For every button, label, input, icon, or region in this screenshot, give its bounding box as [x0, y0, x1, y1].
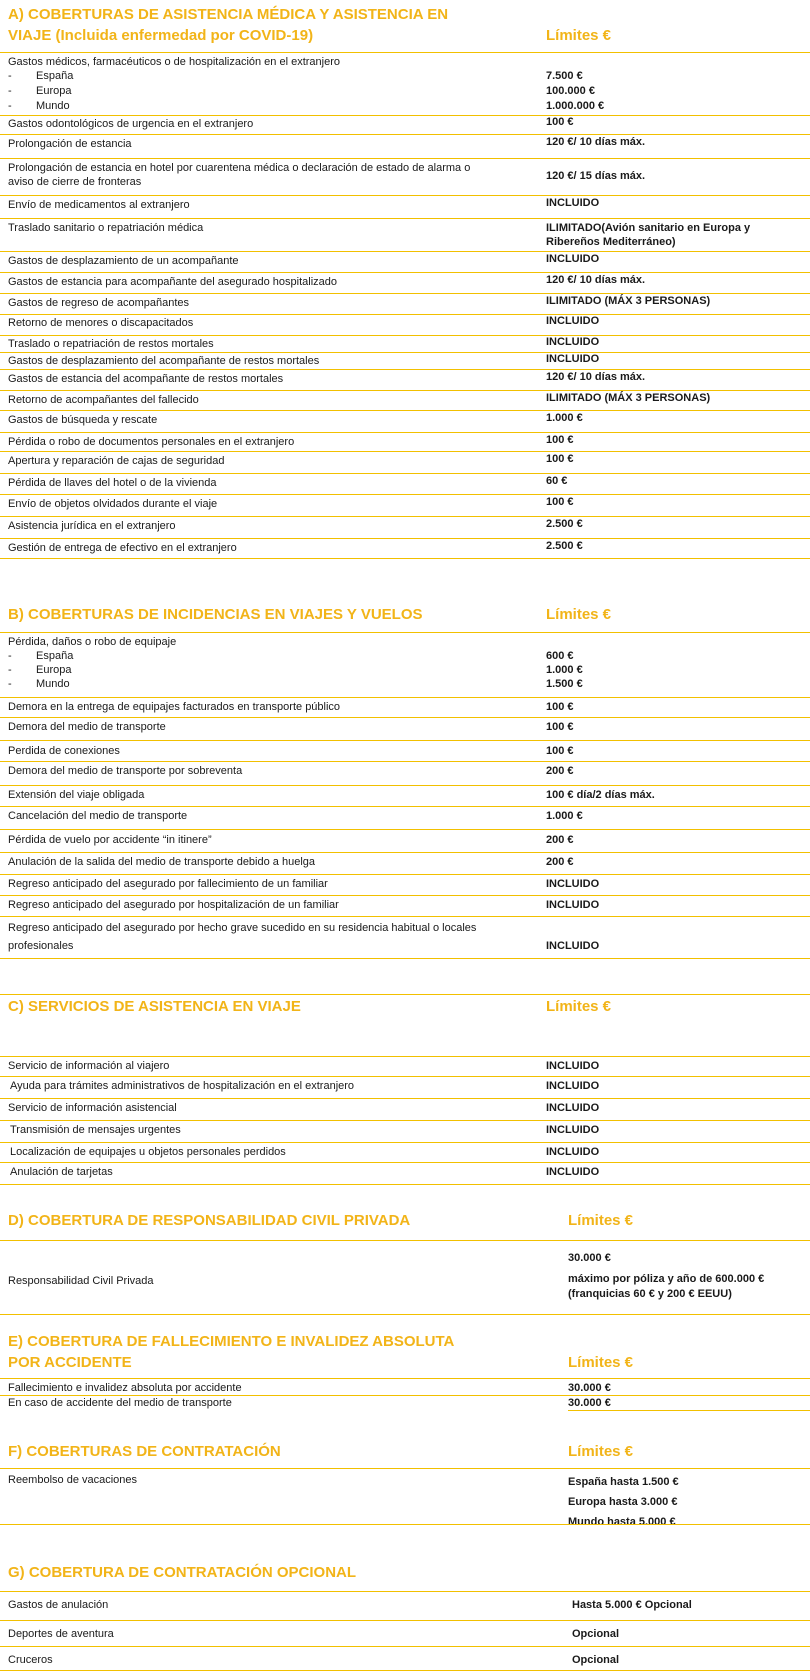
table-rule	[0, 632, 810, 633]
row-value: INCLUIDO	[546, 1124, 600, 1136]
row-value: (franquicias 60 € y 200 € EEUU)	[568, 1288, 732, 1300]
row-value: 100 €	[546, 453, 574, 465]
section-e-limits: Límites €	[568, 1354, 634, 1371]
row-label: Gastos de regreso de acompañantes	[8, 297, 190, 309]
table-rule	[0, 1184, 810, 1185]
table-rule	[0, 451, 810, 452]
section-a-limits: Límites €	[546, 27, 612, 44]
row-label: profesionales	[8, 940, 74, 952]
row-value: 1.000 €	[546, 412, 583, 424]
row-value: INCLUIDO	[546, 1166, 600, 1178]
table-rule	[0, 473, 810, 474]
table-rule	[0, 916, 810, 917]
row-value: España hasta 1.500 €	[568, 1476, 679, 1488]
table-rule	[0, 218, 810, 219]
table-rule	[0, 538, 810, 539]
table-rule	[568, 1240, 810, 1241]
row-value: 200 €	[546, 856, 574, 868]
row-label: Regreso anticipado del asegurado por hecho grave sucedido en su residencia habitual o locales	[8, 922, 477, 934]
table-rule	[568, 1378, 810, 1379]
row-sublabel-dash: -	[8, 85, 12, 97]
row-label: Cruceros	[8, 1654, 53, 1666]
row-value: 100 €	[546, 496, 574, 508]
row-label: Servicio de información asistencial	[8, 1102, 177, 1114]
row-label: Retorno de acompañantes del fallecido	[8, 394, 199, 406]
row-value: 30.000 €	[568, 1397, 611, 1409]
row-sublabel: España	[36, 70, 74, 82]
row-value: INCLUIDO	[546, 315, 600, 327]
row-label: Pérdida, daños o robo de equipaje	[8, 636, 177, 648]
table-rule	[0, 335, 810, 336]
row-value: 100 €	[546, 745, 574, 757]
row-label: aviso de cierre de fronteras	[8, 176, 142, 188]
row-label: Ayuda para trámites administrativos de hospitalización en el extranjero	[10, 1080, 355, 1092]
table-rule	[0, 134, 810, 135]
table-rule	[0, 994, 810, 995]
row-value: INCLUIDO	[546, 940, 600, 952]
table-rule	[0, 895, 810, 896]
row-value: 1.000.000 €	[546, 100, 605, 112]
table-rule	[0, 829, 810, 830]
row-label: Demora del medio de transporte por sobreventa	[8, 765, 243, 777]
table-rule	[0, 115, 810, 116]
row-value: Opcional	[572, 1654, 620, 1666]
row-value: ILIMITADO (MÁX 3 PERSONAS)	[546, 295, 711, 307]
table-rule	[568, 1468, 810, 1469]
table-rule	[0, 852, 810, 853]
row-sublabel-dash: -	[8, 678, 12, 690]
table-rule	[0, 52, 810, 53]
row-label: Gastos de desplazamiento del acompañante de restos mortales	[8, 355, 320, 367]
section-g-title: G) COBERTURA DE CONTRATACIÓN OPCIONAL	[8, 1564, 357, 1581]
row-value: Hasta 5.000 € Opcional	[572, 1599, 692, 1611]
row-label: Pérdida o robo de documentos personales en el extranjero	[8, 436, 295, 448]
row-label: Asistencia jurídica en el extranjero	[8, 520, 176, 532]
table-rule	[568, 1410, 810, 1411]
table-rule	[0, 1524, 568, 1525]
row-label: Perdida de conexiones	[8, 745, 120, 757]
table-rule	[0, 1142, 810, 1143]
table-rule	[0, 272, 810, 273]
table-rule	[0, 369, 810, 370]
row-label: Reembolso de vacaciones	[8, 1474, 138, 1486]
table-rule	[0, 761, 810, 762]
row-value: 100 €	[546, 434, 574, 446]
table-rule	[0, 1646, 810, 1647]
table-rule	[0, 1468, 568, 1469]
row-value: 120 €/ 15 días máx.	[546, 170, 646, 182]
row-value: 120 €/ 10 días máx.	[546, 371, 646, 383]
table-rule	[0, 717, 810, 718]
section-d-title: D) COBERTURA DE RESPONSABILIDAD CIVIL PRIVADA	[8, 1212, 411, 1229]
table-rule	[568, 1314, 810, 1315]
row-value: 200 €	[546, 834, 574, 846]
row-value: 120 €/ 10 días máx.	[546, 136, 646, 148]
row-value: 100 €	[546, 701, 574, 713]
table-rule	[0, 958, 810, 959]
table-rule	[0, 740, 810, 741]
row-value: 1.000 €	[546, 664, 583, 676]
row-value: INCLUIDO	[546, 336, 600, 348]
row-sublabel: Mundo	[36, 678, 70, 690]
row-value: 1.500 €	[546, 678, 583, 690]
table-rule	[0, 697, 810, 698]
table-rule	[0, 1240, 568, 1241]
row-label: Cancelación del medio de transporte	[8, 810, 188, 822]
table-rule	[0, 352, 810, 353]
table-rule	[0, 1076, 810, 1077]
row-value: 200 €	[546, 765, 574, 777]
row-label: Prolongación de estancia en hotel por cuarentena médica o declaración de estado de alarma o	[8, 162, 471, 174]
row-value: 60 €	[546, 475, 568, 487]
row-sublabel: España	[36, 650, 74, 662]
row-label: Extensión del viaje obligada	[8, 789, 145, 801]
row-sublabel: Mundo	[36, 100, 70, 112]
row-value: 100 €	[546, 721, 574, 733]
row-value: 100 €	[546, 116, 574, 128]
row-label: Gastos odontológicos de urgencia en el extranjero	[8, 118, 254, 130]
row-label: Regreso anticipado del asegurado por fallecimiento de un familiar	[8, 878, 328, 890]
row-value: 30.000 €	[568, 1252, 611, 1264]
table-rule	[0, 158, 810, 159]
row-sublabel-dash: -	[8, 650, 12, 662]
row-value: INCLUIDO	[546, 1080, 600, 1092]
table-rule	[0, 516, 810, 517]
section-e-title: E) COBERTURA DE FALLECIMIENTO E INVALIDEZ ABSOLUTA POR ACCIDENTE	[8, 1333, 455, 1371]
row-label: Gastos de estancia del acompañante de restos mortales	[8, 373, 284, 385]
row-value: INCLUIDO	[546, 1060, 600, 1072]
row-sublabel-dash: -	[8, 100, 12, 112]
row-label: Responsabilidad Civil Privada	[8, 1275, 154, 1287]
row-value: Europa hasta 3.000 €	[568, 1496, 678, 1508]
table-rule	[0, 1056, 810, 1057]
row-sublabel: Europa	[36, 85, 72, 97]
row-label: Deportes de aventura	[8, 1628, 114, 1640]
row-value: Ribereños Mediterráneo)	[546, 236, 676, 248]
row-value: 2.500 €	[546, 518, 583, 530]
table-rule	[0, 1591, 810, 1592]
row-value: INCLUIDO	[546, 899, 600, 911]
table-rule	[0, 251, 810, 252]
row-label: Anulación de la salida del medio de transporte debido a huelga	[8, 856, 315, 868]
section-f-limits: Límites €	[568, 1443, 634, 1460]
row-label: Apertura y reparación de cajas de seguridad	[8, 455, 225, 467]
table-rule	[568, 1524, 810, 1525]
row-value: 7.500 €	[546, 70, 583, 82]
row-label: Traslado sanitario o repatriación médica	[8, 222, 204, 234]
row-label: Anulación de tarjetas	[10, 1166, 113, 1178]
table-rule	[0, 785, 810, 786]
row-label: Gastos de búsqueda y rescate	[8, 414, 158, 426]
row-label: Regreso anticipado del asegurado por hospitalización de un familiar	[8, 899, 339, 911]
row-label: Gestión de entrega de efectivo en el extranjero	[8, 542, 237, 554]
row-label: Servicio de información al viajero	[8, 1060, 170, 1072]
row-label: Demora del medio de transporte	[8, 721, 166, 733]
row-value: INCLUIDO	[546, 878, 600, 890]
row-label: Gastos de anulación	[8, 1599, 109, 1611]
row-label: Gastos de estancia para acompañante del asegurado hospitalizado	[8, 276, 338, 288]
table-rule	[0, 1314, 568, 1315]
table-rule	[0, 1120, 810, 1121]
row-value: máximo por póliza y año de 600.000 €	[568, 1273, 765, 1285]
row-label: Envío de objetos olvidados durante el viaje	[8, 498, 218, 510]
section-b-title: B) COBERTURAS DE INCIDENCIAS EN VIAJES Y VUELOS	[8, 606, 423, 623]
row-value: INCLUIDO	[546, 353, 600, 365]
row-label: Gastos de desplazamiento de un acompañante	[8, 255, 239, 267]
section-c-title: C) SERVICIOS DE ASISTENCIA EN VIAJE	[8, 998, 301, 1015]
row-value: 2.500 €	[546, 540, 583, 552]
table-rule	[0, 432, 810, 433]
table-rule	[0, 195, 810, 196]
row-value: ILIMITADO(Avión sanitario en Europa y	[546, 222, 751, 234]
table-rule	[0, 314, 810, 315]
table-rule	[0, 1670, 810, 1671]
table-rule	[0, 874, 810, 875]
row-value: INCLUIDO	[546, 1102, 600, 1114]
row-label: Retorno de menores o discapacitados	[8, 317, 194, 329]
row-label: Localización de equipajes u objetos personales perdidos	[10, 1146, 286, 1158]
row-sublabel-dash: -	[8, 70, 12, 82]
table-rule	[0, 806, 810, 807]
row-sublabel-dash: -	[8, 664, 12, 676]
row-sublabel: Europa	[36, 664, 72, 676]
section-c-limits: Límites €	[546, 998, 612, 1015]
row-value: INCLUIDO	[546, 1146, 600, 1158]
row-value: 120 €/ 10 días máx.	[546, 274, 646, 286]
section-f-title: F) COBERTURAS DE CONTRATACIÓN	[8, 1443, 281, 1460]
row-value: Mundo hasta 5.000 €	[568, 1516, 676, 1528]
table-rule	[0, 1620, 810, 1621]
table-rule	[0, 410, 810, 411]
row-label: En caso de accidente del medio de transporte	[8, 1397, 232, 1409]
row-label: Transmisión de mensajes urgentes	[10, 1124, 181, 1136]
table-rule	[0, 1162, 810, 1163]
row-value: 30.000 €	[568, 1382, 611, 1394]
row-label: Demora en la entrega de equipajes facturados en transporte público	[8, 701, 341, 713]
table-rule	[0, 558, 810, 559]
table-rule	[0, 1378, 568, 1379]
row-value: INCLUIDO	[546, 197, 600, 209]
row-label: Prolongación de estancia	[8, 138, 132, 150]
section-a-title: A) COBERTURAS DE ASISTENCIA MÉDICA Y ASISTENCIA EN VIAJE (Incluida enfermedad por COVID-19)	[8, 6, 449, 44]
table-rule	[0, 1098, 810, 1099]
row-label: Gastos médicos, farmacéuticos o de hospitalización en el extranjero	[8, 56, 341, 68]
row-label: Envío de medicamentos al extranjero	[8, 199, 190, 211]
row-label: Traslado o repatriación de restos mortales	[8, 338, 214, 350]
row-value: 600 €	[546, 650, 574, 662]
row-value: INCLUIDO	[546, 253, 600, 265]
row-value: 100 € día/2 días máx.	[546, 789, 655, 801]
table-rule	[0, 1395, 568, 1396]
table-rule	[0, 293, 810, 294]
row-value: Opcional	[572, 1628, 620, 1640]
row-value: 1.000 €	[546, 810, 583, 822]
row-label: Pérdida de vuelo por accidente “in itinere”	[8, 834, 212, 846]
table-rule	[0, 390, 810, 391]
row-label: Pérdida de llaves del hotel o de la vivienda	[8, 477, 217, 489]
row-label: Fallecimiento e invalidez absoluta por accidente	[8, 1382, 242, 1394]
row-value: ILIMITADO (MÁX 3 PERSONAS)	[546, 392, 711, 404]
section-d-limits: Límites €	[568, 1212, 634, 1229]
row-value: 100.000 €	[546, 85, 595, 97]
section-b-limits: Límites €	[546, 606, 612, 623]
table-rule	[568, 1395, 810, 1396]
table-rule	[0, 494, 810, 495]
